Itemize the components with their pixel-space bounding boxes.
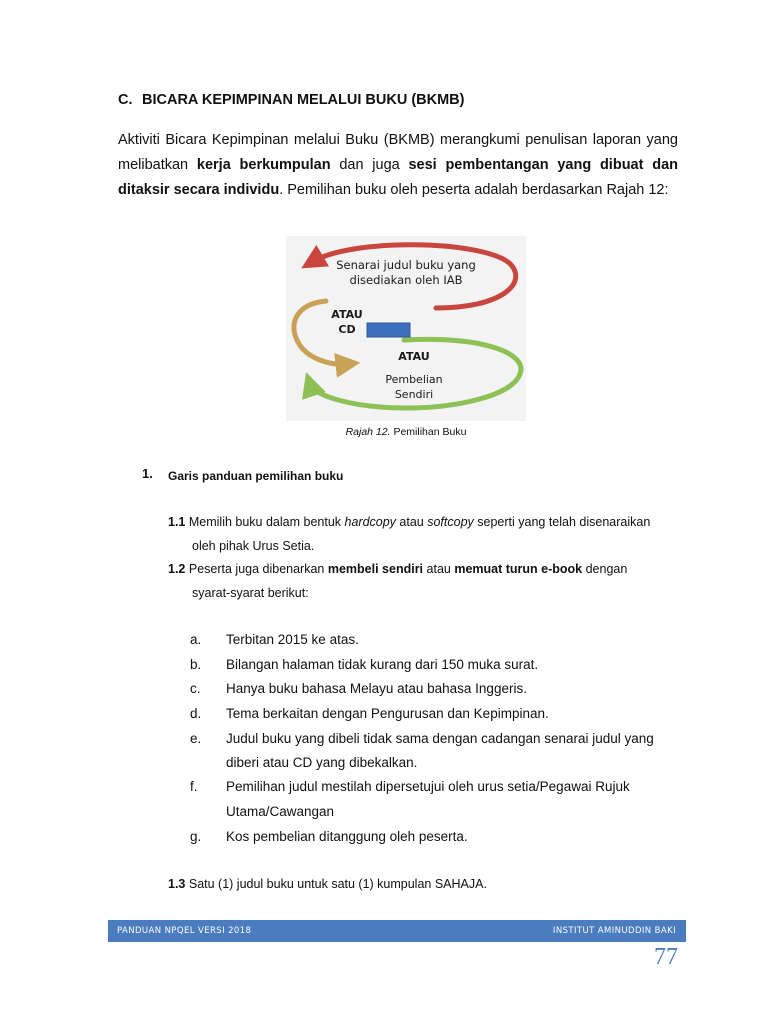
intro-paragraph xyxy=(118,128,678,203)
intro-text-1: Aktiviti Bicara Kepimpinan melalui Buku (BKMB) merangkumi penulisan laporan yang melibatkan xyxy=(118,132,678,173)
item-1-1: 1.1 Memilih buku dalam bentuk hardcopy atau softcopy seperti yang telah disenaraikan xyxy=(168,515,651,529)
intro-bold-1: kerja berkumpulan xyxy=(196,157,331,173)
intro-bold-2: sesi pembentangan yang dibuat dan ditaksir secara individu xyxy=(118,157,678,198)
caption-number: Rajah 12. xyxy=(345,426,391,438)
label-book-list: Senarai judul buku yang disediakan oleh IAB xyxy=(336,258,476,287)
figure-caption xyxy=(286,426,526,438)
intro-text-3: . Pemilihan buku oleh peserta adalah berdasarkan Rajah 12: xyxy=(279,182,669,198)
page-number: 77 xyxy=(654,944,678,970)
item-1-3: 1.3 Satu (1) judul buku untuk satu (1) kumpulan SAHAJA. xyxy=(168,877,487,891)
section-letter: C. xyxy=(118,92,133,108)
guidelines-title: Garis panduan pemilihan buku xyxy=(168,469,344,483)
footer-right-text: INSTITUT AMINUDDIN BAKI xyxy=(552,926,676,936)
item-1-2: 1.2 Peserta juga dibenarkan membeli sendiri atau memuat turun e-book dengan xyxy=(168,562,628,576)
item-1-2-line2: syarat-syarat berikut: xyxy=(192,586,309,600)
footer-left-text: PANDUAN NPQEL VERSI 2018 xyxy=(117,926,252,936)
cd-block xyxy=(367,323,410,337)
label-atau-cd: ATAU CD xyxy=(331,308,363,336)
section-heading xyxy=(118,92,464,108)
footer-bar xyxy=(108,920,686,942)
label-atau-bottom: ATAU xyxy=(398,350,430,363)
intro-text-2: dan juga xyxy=(330,157,409,173)
caption-text: Pemilihan Buku xyxy=(390,426,467,438)
book-selection-diagram xyxy=(286,236,526,421)
label-self-purchase: Pembelian Sendiri xyxy=(385,373,443,401)
guidelines-number: 1. xyxy=(142,466,153,481)
item-1-1-line2: oleh pihak Urus Setia. xyxy=(192,539,315,553)
section-title: BICARA KEPIMPINAN MELALUI BUKU (BKMB) xyxy=(142,92,465,108)
